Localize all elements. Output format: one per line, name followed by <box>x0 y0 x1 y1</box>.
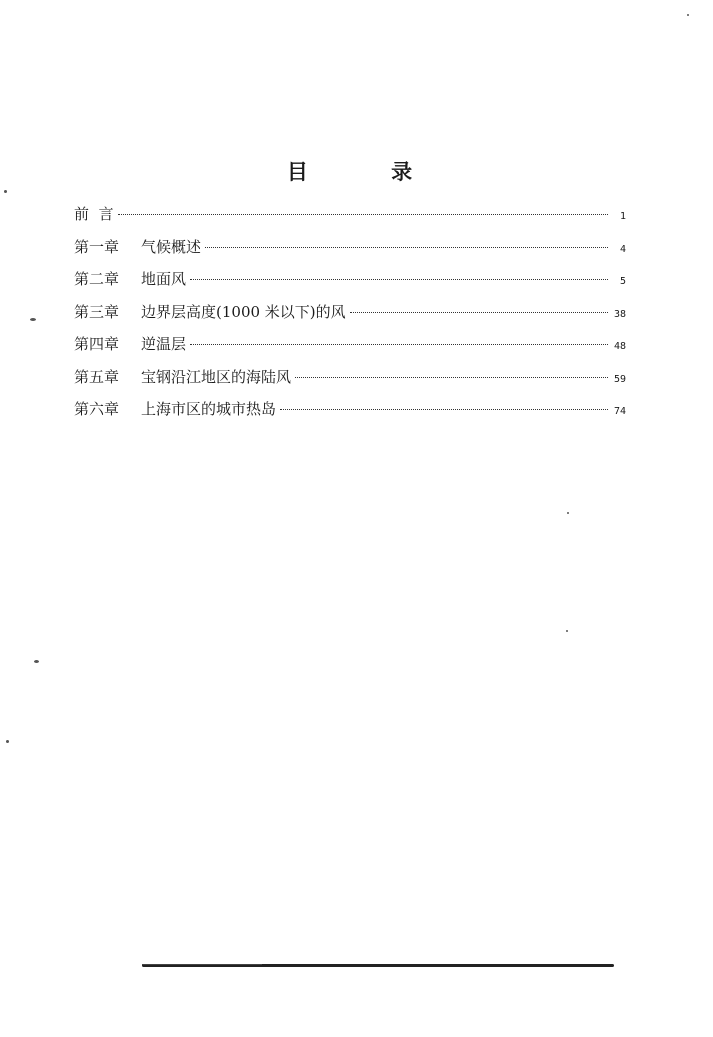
toc-page-number: 74 <box>613 406 626 417</box>
toc-entry-chapter-3[interactable] <box>74 301 626 334</box>
toc-dot-leader <box>295 377 608 378</box>
toc-dot-leader <box>280 409 608 410</box>
scan-speck <box>6 740 9 743</box>
scan-speck <box>34 660 39 663</box>
toc-dot-leader <box>350 312 608 313</box>
toc-chapter-number: 第一章 <box>74 237 120 256</box>
toc-entry-preface[interactable] <box>74 203 626 236</box>
scan-speck <box>567 512 569 514</box>
toc-page-number: 1 <box>619 211 626 222</box>
toc-chapter-title: 宝钢沿江地区的海陆风 <box>141 367 292 386</box>
toc-chapter-number: 第四章 <box>74 335 120 353</box>
toc-chapter-number: 第三章 <box>74 302 120 321</box>
toc-entry-chapter-4[interactable] <box>74 333 626 366</box>
toc-entry-chapter-2[interactable] <box>74 268 626 301</box>
toc-chapter-title: 地面风 <box>141 270 187 288</box>
scan-speck <box>566 630 568 632</box>
toc-chapter-number: 前 言 <box>74 205 114 223</box>
toc-entry-chapter-6[interactable] <box>74 398 626 431</box>
footer-rule <box>142 964 614 967</box>
toc-dot-leader <box>190 344 608 345</box>
toc-entry-chapter-1[interactable] <box>74 236 626 269</box>
scan-speck <box>687 14 689 16</box>
toc-chapter-title: 边界层高度(1000 米以下)的风 <box>141 302 346 321</box>
page-title: 目 录 <box>286 159 451 184</box>
toc-page-number: 48 <box>613 341 626 352</box>
toc-page-number: 4 <box>619 243 626 255</box>
toc-chapter-title: 气候概述 <box>141 237 202 256</box>
toc-dot-leader <box>118 214 608 215</box>
scan-speck <box>30 318 36 321</box>
toc-chapter-number: 第二章 <box>74 270 120 288</box>
toc-chapter-title: 逆温层 <box>141 335 187 353</box>
toc-page-number: 5 <box>619 276 626 287</box>
scan-speck <box>4 190 7 193</box>
toc-chapter-number: 第六章 <box>74 400 120 418</box>
toc-page-number: 59 <box>613 373 626 385</box>
toc-chapter-number: 第五章 <box>74 367 120 386</box>
toc-dot-leader <box>190 279 608 280</box>
toc-chapter-title: 上海市区的城市热岛 <box>141 400 277 418</box>
toc-entry-chapter-5[interactable] <box>74 366 626 399</box>
toc-dot-leader <box>205 247 608 248</box>
toc-page-number: 38 <box>613 308 626 320</box>
table-of-contents <box>74 203 626 431</box>
